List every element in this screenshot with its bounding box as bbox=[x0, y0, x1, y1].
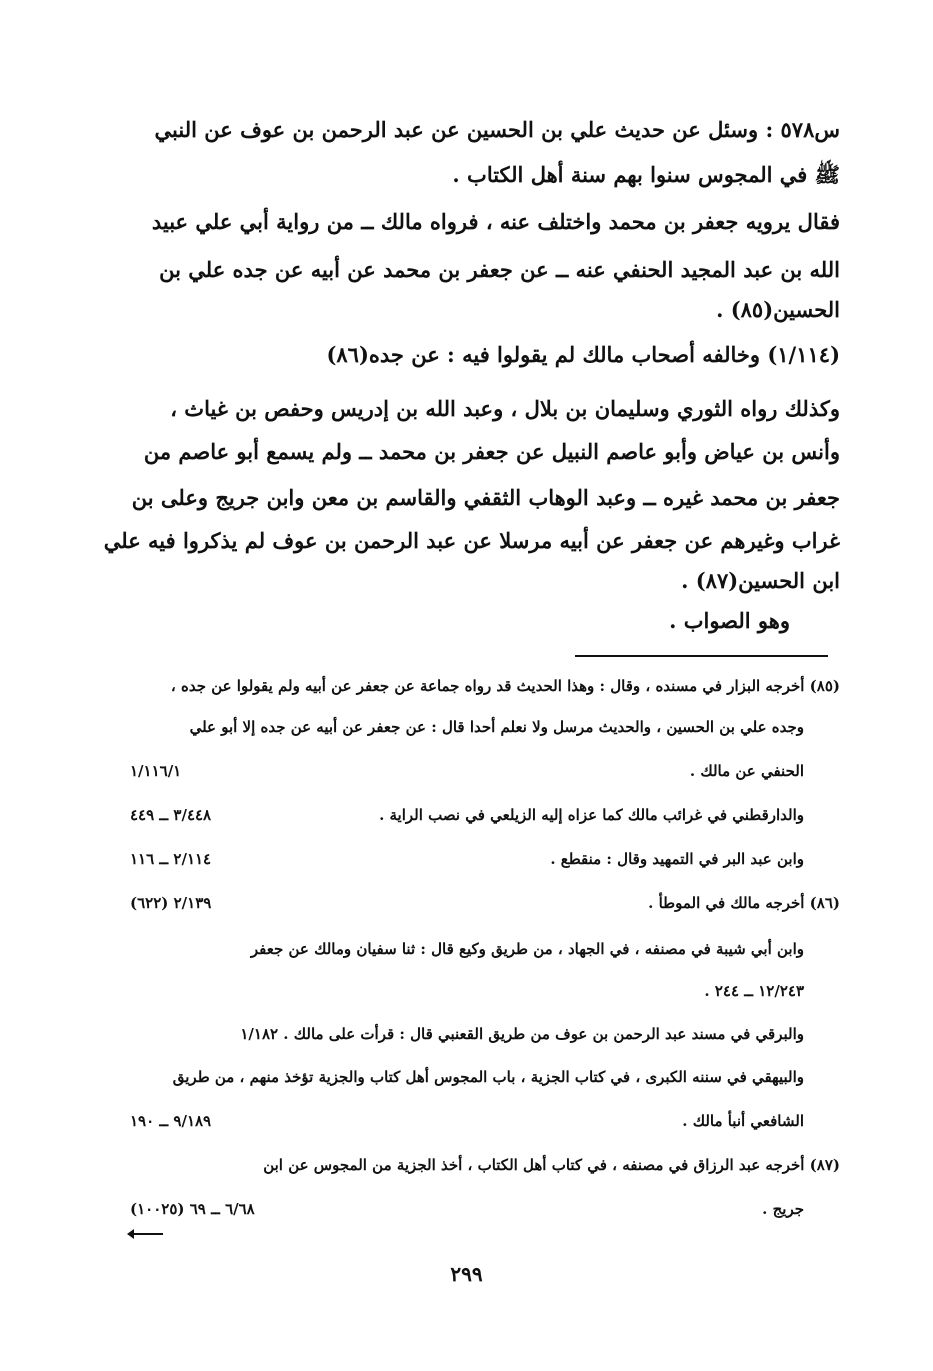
main-text-line: غراب وغيرهم عن جعفر عن أبيه مرسلا عن عبد الرحمن بن عوف لم يذكروا فيه علي bbox=[103, 528, 840, 553]
main-text-line: الحسين(٨٥) . bbox=[716, 297, 840, 322]
main-text-line: وسئل عن حديث علي بن الحسين عن عبد الرحمن بن عوف عن النبي bbox=[154, 117, 759, 142]
footnote-text: ١٢/٢٤٣ ــ ٢٤٤ . bbox=[704, 982, 804, 1000]
footnote-text: الحنفي عن مالك . bbox=[689, 762, 804, 780]
footnote-text: وجده علي بن الحسين ، والحديث مرسل ولا نعلم أحدا قال : عن جعفر عن أبيه عن جده إلا أبو علي bbox=[189, 718, 804, 736]
footnote-line bbox=[130, 718, 840, 742]
footnote-line bbox=[130, 1068, 840, 1092]
footnote-text: وابن عبد البر في التمهيد وقال : منقطع . bbox=[550, 850, 804, 868]
main-text-line: وكذلك رواه الثوري وسليمان بن بلال ، وعبد الله بن إدريس وحفص بن غياث ، bbox=[170, 396, 840, 421]
footnote-reference: ١/١١٦/١ bbox=[130, 762, 182, 780]
footnote-line bbox=[130, 762, 840, 786]
footnote-line bbox=[130, 940, 840, 964]
footnote-reference: ٢/١١٤ ــ ١١٦ bbox=[130, 850, 212, 868]
main-text-line: جعفر بن محمد غيره ــ وعبد الوهاب الثقفي والقاسم بن معن وابن جريج وعلى بن bbox=[131, 485, 840, 510]
footnote-text: (٨٧) أخرجه عبد الرزاق في مصنفه ، في كتاب أهل الكتاب ، أخذ الجزية من المجوس عن ابن bbox=[263, 1156, 840, 1174]
footnote-line bbox=[130, 1156, 840, 1180]
footnote-text: (٨٥) أخرجه البزار في مسنده ، وقال : وهذا الحديث قد رواه جماعة عن جعفر عن أبيه ولم يقولوا عن جده ، bbox=[170, 677, 840, 695]
footnote-line bbox=[130, 1025, 840, 1049]
main-text-line: وأنس بن عياض وأبو عاصم النبيل عن جعفر بن محمد ــ ولم يسمع أبو عاصم من bbox=[143, 439, 840, 464]
continuation-arrow-icon bbox=[133, 1233, 163, 1235]
footnote-text: (٨٦) أخرجه مالك في الموطأ . bbox=[648, 894, 840, 912]
question-line-1 bbox=[155, 117, 840, 143]
main-text-line: (١/١١٤) وخالفه أصحاب مالك لم يقولوا فيه : عن جده(٨٦) bbox=[326, 342, 840, 367]
footnote-line bbox=[130, 894, 840, 918]
footnote-line bbox=[130, 677, 840, 701]
footnote-text: والدارقطني في غرائب مالك كما عزاه إليه الزيلعي في نصب الراية . bbox=[379, 806, 804, 824]
footnote-text: وابن أبي شيبة في مصنفه ، في الجهاد ، من طريق وكيع قال : ثنا سفيان ومالك عن جعفر bbox=[250, 940, 804, 958]
footnote-line bbox=[130, 806, 840, 830]
footnote-text: جريج . bbox=[762, 1200, 804, 1218]
main-text-line: ابن الحسين(٨٧) . bbox=[681, 568, 840, 593]
footnote-text: الشافعي أنبأ مالك . bbox=[682, 1112, 804, 1130]
main-text-line: فقال يرويه جعفر بن محمد واختلف عنه ، فرواه مالك ــ من رواية أبي علي عبيد bbox=[151, 209, 840, 234]
question-number: س٥٧٨ : bbox=[765, 117, 840, 142]
footnote-line bbox=[130, 1112, 840, 1136]
footnote-line bbox=[130, 982, 840, 1006]
footnote-line bbox=[130, 1200, 840, 1224]
footnote-reference: ٢/١٣٩ (٦٢٢) bbox=[130, 894, 212, 912]
footnote-reference: ٣/٤٤٨ ــ ٤٤٩ bbox=[130, 806, 212, 824]
footnote-line bbox=[130, 850, 840, 874]
footnote-text: والبيهقي في سننه الكبرى ، في كتاب الجزية ، باب المجوس أهل كتاب والجزية تؤخذ منهم ، من طريق bbox=[172, 1068, 804, 1086]
footnote-reference: ٦/٦٨ ــ ٦٩ (١٠٠٢٥) bbox=[130, 1200, 255, 1218]
page-number: ٢٩٩ bbox=[450, 1262, 483, 1286]
main-text-line: وهو الصواب . bbox=[669, 608, 790, 633]
main-text-line: الله بن عبد المجيد الحنفي عنه ــ عن جعفر بن محمد عن أبيه عن جده علي بن bbox=[159, 257, 840, 282]
main-text-line: ﷺ في المجوس سنوا بهم سنة أهل الكتاب . bbox=[452, 162, 840, 187]
footnote-separator bbox=[575, 655, 828, 657]
footnote-text: والبرقي في مسند عبد الرحمن بن عوف من طريق القعنبي قال : قرأت على مالك . ١/١٨٢ bbox=[240, 1025, 804, 1043]
footnote-reference: ٩/١٨٩ ــ ١٩٠ bbox=[130, 1112, 212, 1130]
